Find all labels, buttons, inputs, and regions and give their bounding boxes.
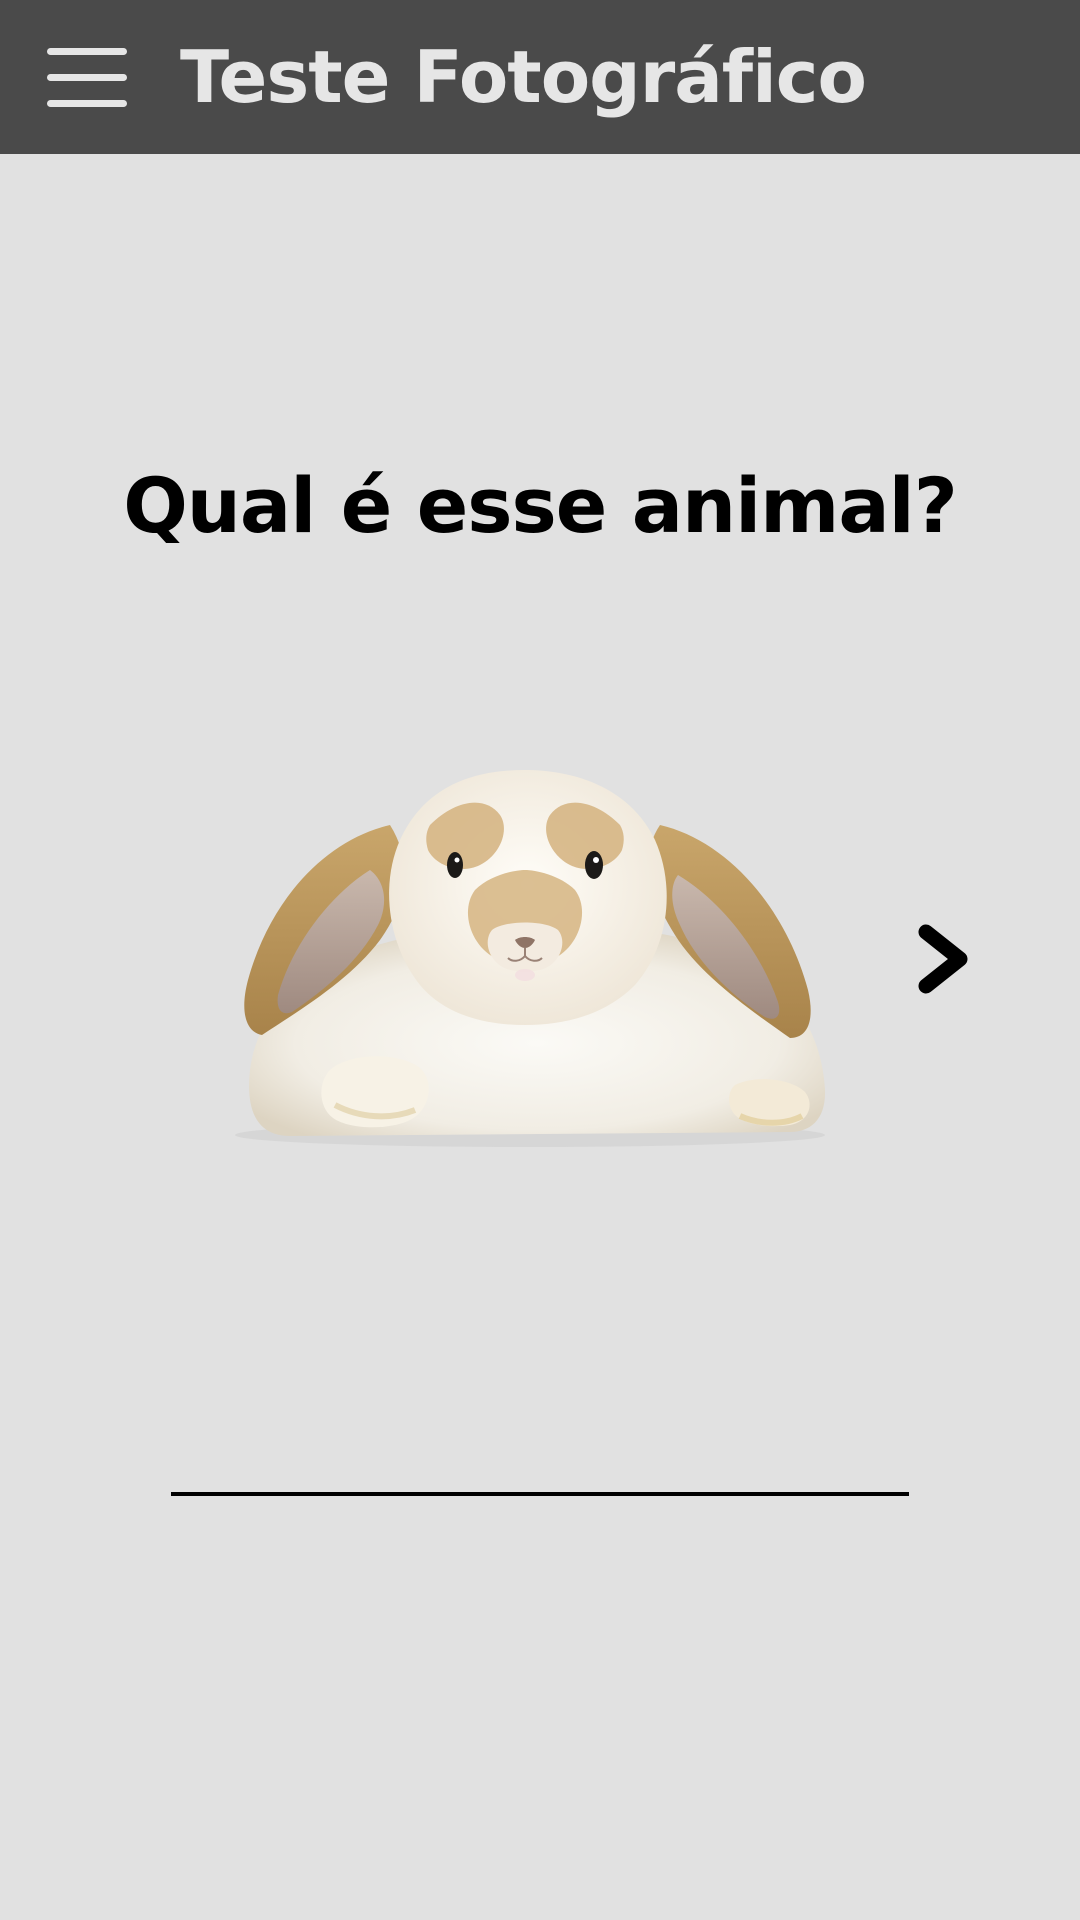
menu-icon-line: [47, 48, 127, 55]
chevron-right-icon[interactable]: [908, 918, 976, 1000]
answer-field[interactable]: [171, 1396, 909, 1496]
rabbit-right-eye: [585, 851, 603, 879]
question-text: Qual é esse animal?: [123, 460, 957, 550]
rabbit-eye-highlight: [593, 857, 599, 863]
hamburger-menu-icon[interactable]: [40, 42, 132, 112]
menu-icon-line: [47, 100, 127, 107]
answer-input[interactable]: [171, 1396, 909, 1492]
rabbit-chin: [515, 969, 535, 981]
rabbit-left-eye: [447, 852, 463, 878]
animal-image-rabbit: [230, 770, 850, 1150]
answer-underline: [171, 1492, 909, 1496]
menu-icon-line: [47, 74, 127, 81]
app-title: Teste Fotográfico: [180, 35, 866, 119]
chevron-right-stroke: [926, 932, 960, 986]
rabbit-eye-highlight: [455, 858, 460, 863]
app-bar: [0, 0, 1080, 154]
